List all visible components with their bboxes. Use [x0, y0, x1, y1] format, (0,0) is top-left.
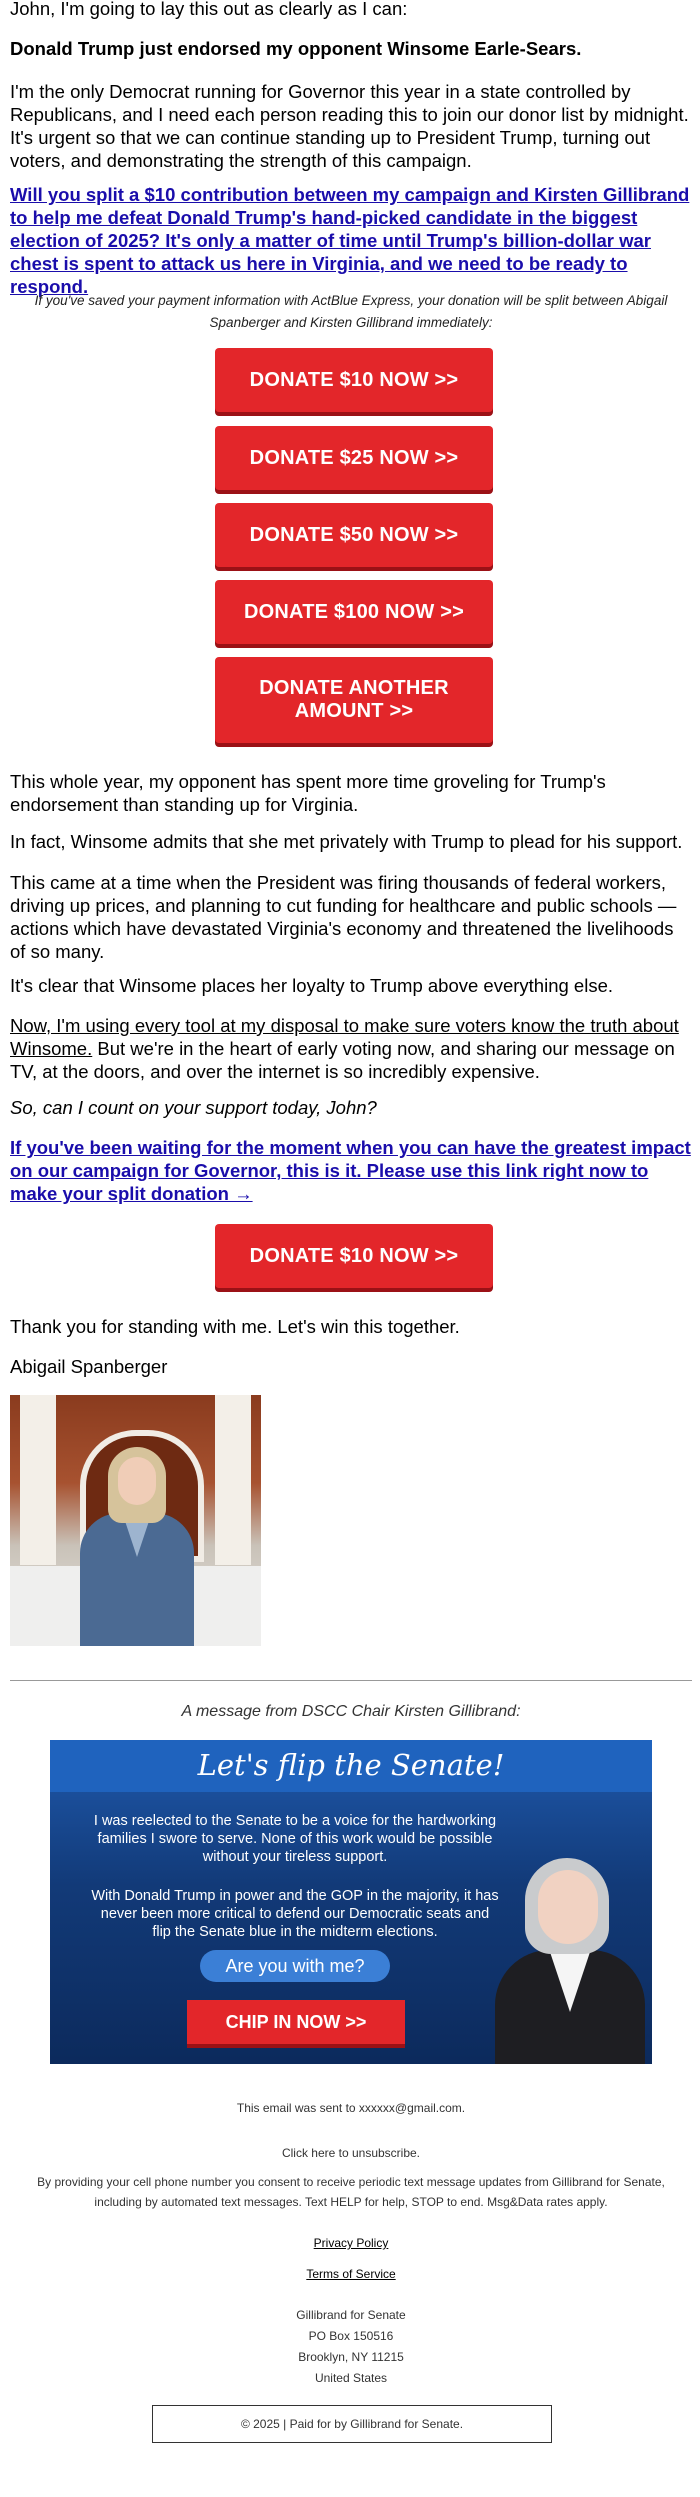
lead-headline: Donald Trump just endorsed my opponent Winsome Earle-Sears. — [10, 38, 582, 59]
paragraph-president-actions: This came at a time when the President was firing thousands of federal workers, driving up prices, and planning to cut funding for healthcare and public schools — actions which have devastated Virginia's economy and threatened the livelihoods of so many. — [10, 872, 677, 962]
donate-100-button[interactable]: DONATE $100 NOW >> — [215, 580, 493, 644]
every-tool-link[interactable]: Now, I'm using every tool at my disposal to make sure voters know the truth about Winsome. — [10, 1015, 679, 1059]
greeting: John, I'm going to lay this out as clearly as I can: — [10, 0, 408, 19]
terms-of-service-link[interactable]: Terms of Service — [306, 2267, 396, 2281]
donate-other-amount-button[interactable]: DONATE ANOTHER AMOUNT >> — [215, 657, 493, 743]
banner-question-pill: Are you with me? — [200, 1950, 390, 1982]
chip-in-button[interactable]: CHIP IN NOW >> — [187, 2000, 405, 2044]
thanks-line: Thank you for standing with me. Let's win this together. — [10, 1316, 460, 1337]
signature: Abigail Spanberger — [10, 1356, 168, 1377]
split-donation-link[interactable]: If you've been waiting for the moment when you can have the greatest impact on our campaign for Governor, this is it. Please use this link right now to make your split donation → — [10, 1137, 691, 1204]
mailing-address — [10, 2305, 692, 2389]
split-contribution-link[interactable]: Will you split a $10 contribution between my campaign and Kirsten Gillibrand to help me defeat Donald Trump's hand-picked candidate in the biggest election of 2025? It's only a matter of time until Trump's billion-dollar war chest is spent to attack us here in Virginia, and we need to be ready to respond. — [10, 184, 690, 297]
paragraph-groveling: This whole year, my opponent has spent more time groveling for Trump's endorsement than standing up for Virginia. — [10, 771, 606, 815]
section-divider — [10, 1680, 692, 1681]
every-tool-rest: But we're in the heart of early voting now, and sharing our message on TV, at the doors, and over the internet is so incredibly expensive. — [10, 1038, 675, 1082]
candidate-photo — [10, 1395, 261, 1646]
donate-10-button[interactable]: DONATE $10 NOW >> — [215, 348, 493, 412]
unsubscribe-link[interactable]: Click here to unsubscribe. — [281, 2146, 421, 2160]
sent-to-notice: This email was sent to xxxxxx@gmail.com. — [236, 2101, 466, 2115]
donate-50-button[interactable]: DONATE $50 NOW >> — [215, 503, 493, 567]
address-line-2: PO Box 150516 — [308, 2329, 394, 2343]
address-line-3: Brooklyn, NY 11215 — [298, 2350, 404, 2364]
address-line-4: United States — [314, 2371, 388, 2385]
intro-paragraph: I'm the only Democrat running for Governor this year in a state controlled by Republicans, and I need each person reading this to join our donor list by midnight. It's urgent so that we can continue standing up to President Trump, turning out voters, and demonstrating the strength of this campaign. — [10, 81, 689, 171]
sms-disclaimer: By providing your cell phone number you consent to receive periodic text message updates from Gillibrand for Senate, including by automated text messages. Text HELP for help, STOP to end. Msg&Data rates apply. — [37, 2175, 665, 2209]
banner-text-majority: With Donald Trump in power and the GOP in the majority, it has never been more critical to defend our Democratic seats and flip the Senate blue in the midterm elections. — [91, 1888, 499, 1940]
address-line-1: Gillibrand for Senate — [296, 2308, 406, 2322]
paragraph-loyalty: It's clear that Winsome places her loyalty to Trump above everything else. — [10, 975, 614, 996]
paid-for-disclaimer: © 2025 | Paid for by Gillibrand for Senate. — [152, 2405, 552, 2443]
banner-script-headline: Let's flip the Senate! — [197, 1748, 505, 1782]
support-question: So, can I count on your support today, John? — [10, 1097, 377, 1118]
actblue-note: If you've saved your payment information with ActBlue Express, your donation will be split between Abigail Spanberger and Kirsten Gillibrand immediately: — [34, 293, 668, 330]
privacy-policy-link[interactable]: Privacy Policy — [313, 2236, 389, 2250]
dscc-message-heading: A message from DSCC Chair Kirsten Gillibrand: — [181, 1703, 521, 1720]
banner-text-reelected: I was reelected to the Senate to be a voice for the hardworking families I swore to serve. None of this work would be possible without your tireless support. — [93, 1813, 497, 1865]
dscc-banner[interactable] — [50, 1740, 652, 2064]
donate-25-button[interactable]: DONATE $25 NOW >> — [215, 426, 493, 490]
paragraph-private-meeting: In fact, Winsome admits that she met privately with Trump to plead for his support. — [10, 831, 683, 852]
donate-10-button-second[interactable]: DONATE $10 NOW >> — [215, 1224, 493, 1288]
paragraph-every-tool — [10, 1014, 692, 1083]
